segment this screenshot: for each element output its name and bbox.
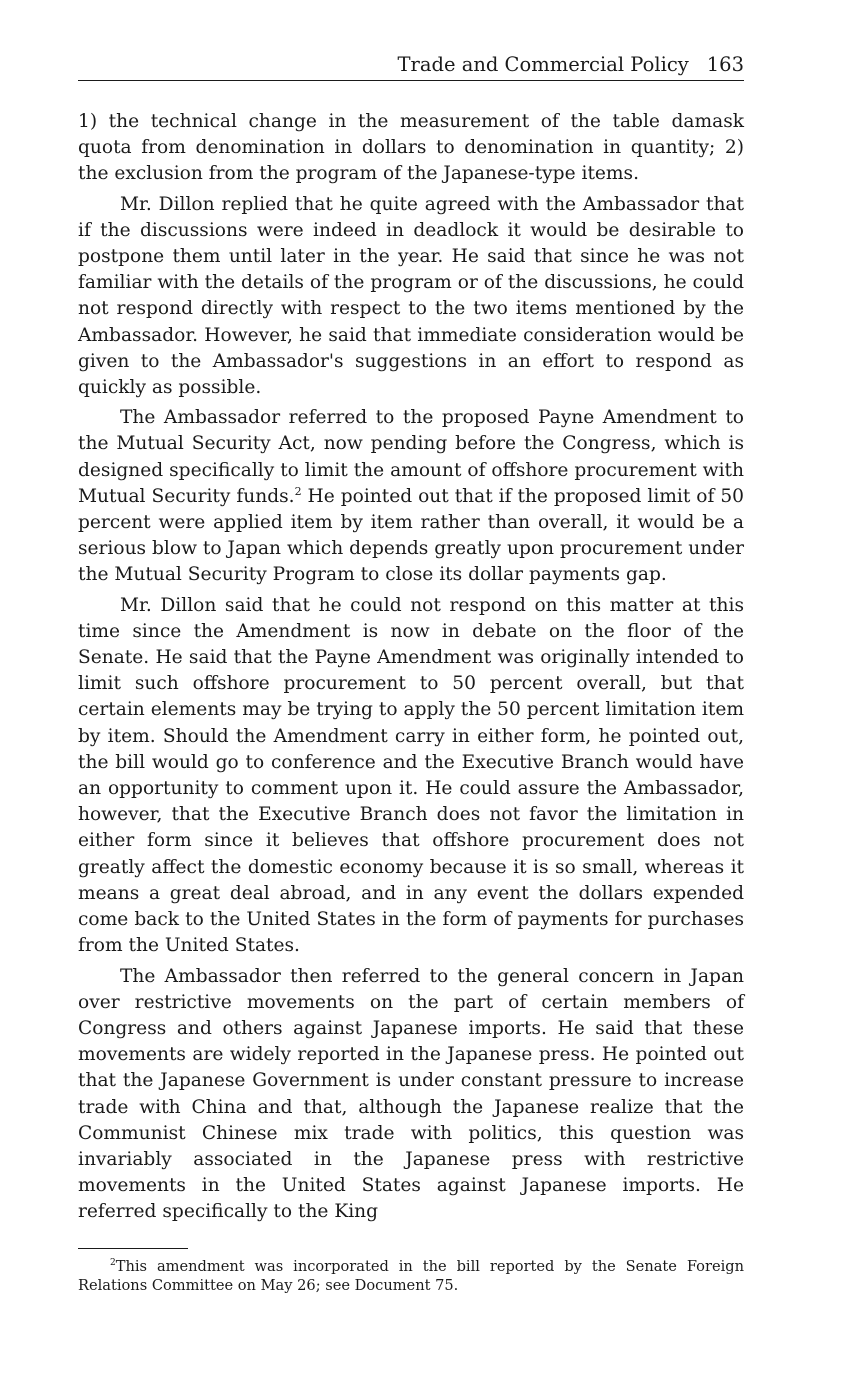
- running-head: [78, 52, 744, 81]
- paragraph-1: 1) the technical change in the measurement of the table damask quota from denomination in dollars to denomination in quantity; 2) the exclusion from the program of the Japanese-type items.: [78, 111, 744, 185]
- running-head-title: Trade and Commercial Policy: [397, 53, 689, 76]
- paragraph-3-text-after-ref: He pointed out that if the proposed limit of 50 percent were applied item by item rather than overall, it would be a serious blow to Japan which depends greatly upon procurement under the Mutual Security Program to close its dollar payments gap.: [78, 485, 744, 586]
- body-text: [78, 109, 744, 1226]
- footnote-mark: 2: [110, 1257, 116, 1268]
- footnote: [78, 1257, 744, 1296]
- document-page: [78, 52, 744, 1296]
- footnote-divider: [78, 1248, 188, 1249]
- paragraph-3-text-before-ref: The Ambassador referred to the proposed Payne Amendment to the Mutual Security Act, now pending before the Congress, which is designed specifically to limit the amount of offshore procurement with Mutual Security funds.: [78, 407, 744, 507]
- footnote-reference[interactable]: 2: [294, 484, 302, 498]
- paragraph-4: Mr. Dillon said that he could not respond on this matter at this time since the Amendment is now in debate on the floor of the Senate. He said that the Payne Amendment was originally intended to limit such offshore procurement to 50 percent overall, but that certain elements may be trying to apply the 50 percent limitation item by item. Should the Amendment carry in either form, he pointed out, the bill would go to conference and the Executive Branch would have an opportunity to comment upon it. He could assure the Ambassador, however, that the Executive Branch does not favor the limitation in either form since it believes that offshore procurement does not greatly affect the domestic economy because it is so small, whereas it means a great deal abroad, and in any event the dollars expended come back to the United States in the form of payments for purchases from the United States.: [78, 594, 744, 957]
- footnote-text: This amendment was incorporated in the bill reported by the Senate Foreign Relations Committee on May 26; see Document 75.: [78, 1257, 744, 1295]
- paragraph-5: The Ambassador then referred to the general concern in Japan over restrictive movements on the part of certain members of Congress and others against Japanese imports. He said that these movements are widely reported in the Japanese press. He pointed out that the Japanese Government is under constant pressure to increase trade with China and that, although the Japanese realize that the Communist Chinese mix trade with politics, this question was invariably associated in the Japanese press with restrictive movements in the United States against Japanese imports. He referred specifically to the King: [78, 965, 744, 1223]
- page-number: 163: [706, 53, 744, 76]
- paragraph-2: Mr. Dillon replied that he quite agreed with the Ambassador that if the discussions were indeed in deadlock it would be desirable to postpone them until later in the year. He said that since he was not familiar with the details of the program or of the discussions, he could not respond directly with respect to the two items mentioned by the Ambassador. However, he said that immediate consideration would be given to the Ambassador's suggestions in an effort to respond as quickly as possible.: [78, 193, 744, 399]
- paragraph-3: [78, 405, 744, 588]
